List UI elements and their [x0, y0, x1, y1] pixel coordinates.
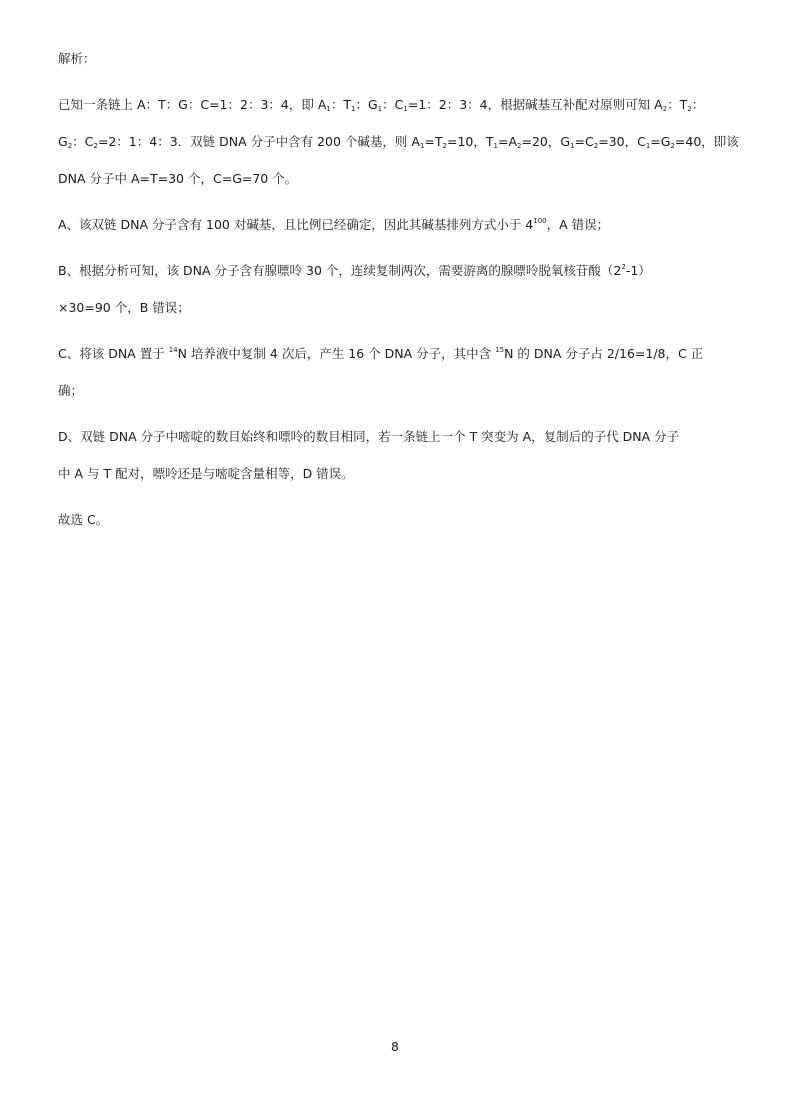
intro-line-1: 已知一条链上 A：T：G：C=1：2：3：4，即 $A_1$：$T_1$：$G_1$：$C_1=1$：2：3：4，根据碱基互补配对原则可知 $A_2$：$T_2$：	[58, 97, 705, 113]
option-c-line-2: 确；	[58, 383, 84, 398]
option-b-line-2: ×30=90 个，B 错误；	[58, 300, 190, 315]
option-d-line-1: D、双链 DNA 分子中嘧啶的数目始终和嘌呤的数目相同，若一条链上一个 T 突变为 A，复制后的子代 DNA 分子	[58, 429, 680, 444]
conclusion: 故选 C。	[58, 512, 109, 527]
option-c-line-1: C、将该 DNA 置于 $^{14}$N 培养液中复制 4 次后，产生 16 个 DNA 分子，其中含 $^{15}$N 的 DNA 分子占 2/16=1/8，C 正	[58, 346, 704, 361]
option-b-line-1: B、根据分析可知，该 DNA 分子含有腺嘌呤 30 个，连续复制两次，需要游离的腺嘌呤脱氧核苷酸$(2^2-1)$	[58, 263, 651, 278]
intro-line-2: $G_2$：$C_2=2$：1：4：3．双链 DNA 分子中含有 200 个碱基，则 $A_1=T_2=10$，$T_1=A_2=20$，$G_1=C_2=30$，$C_1=G_2=40$，即该	[58, 134, 739, 150]
intro-line-3: DNA 分子中 A=T=30 个，C=G=70 个。	[58, 171, 298, 186]
page-number: 8	[391, 1039, 399, 1054]
option-d-line-2: 中 A 与 T 配对，嘌呤还是与嘧啶含量相等，D 错误。	[58, 466, 354, 481]
option-a: A、该双链 DNA 分子含有 100 对碱基，且比例已经确定，因此其碱基排列方式小于 $4^{100}$，A 错误；	[58, 217, 610, 232]
analysis-heading: 解析：	[58, 51, 96, 66]
